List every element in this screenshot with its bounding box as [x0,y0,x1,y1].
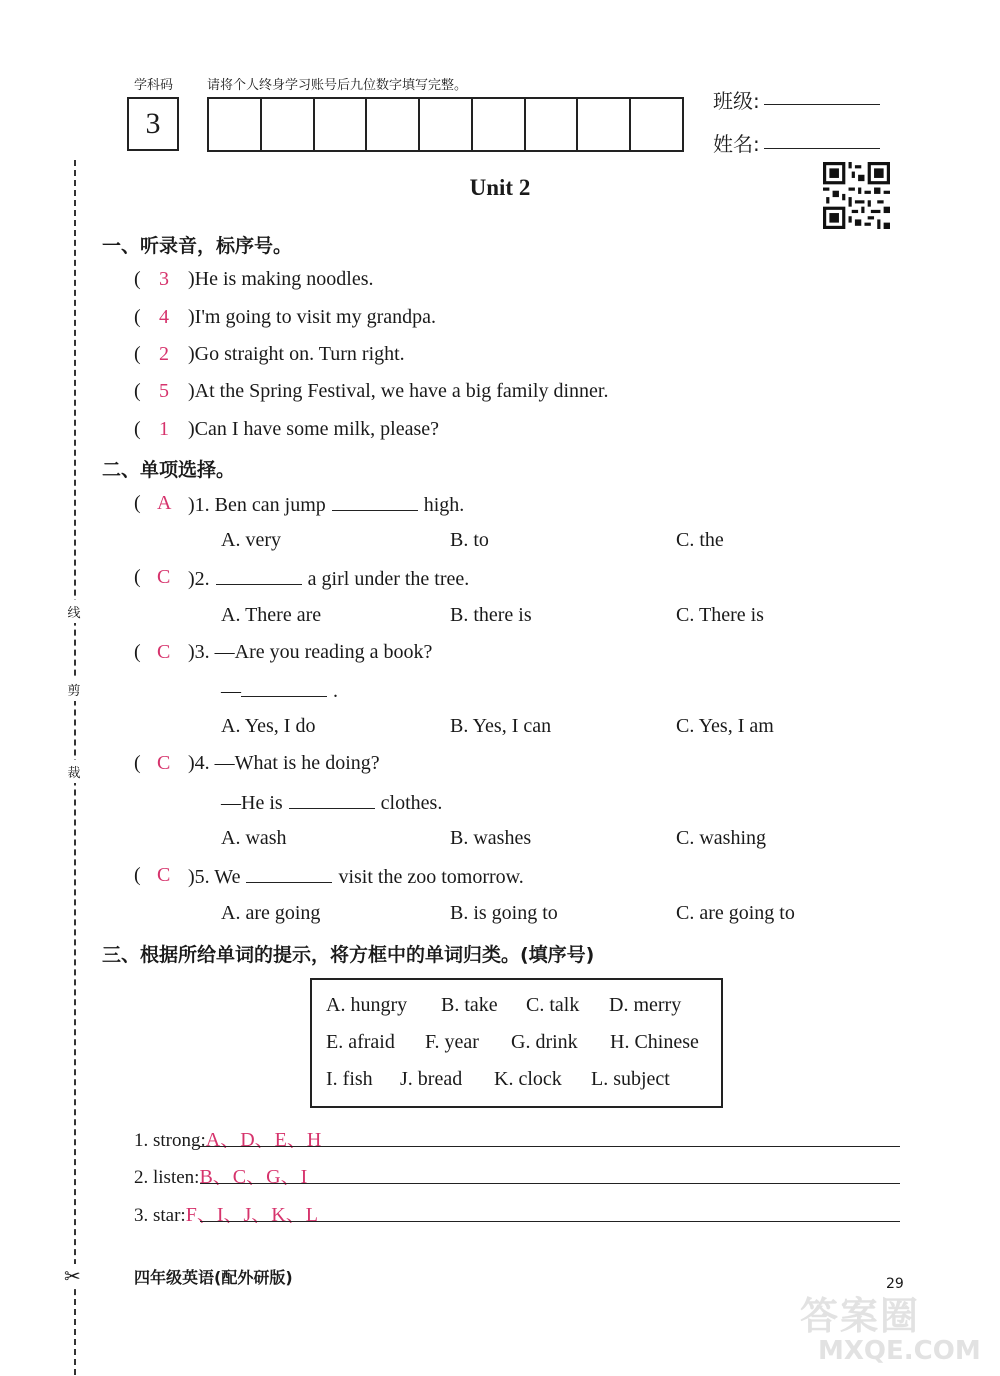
word-item: L. subject [591,1068,670,1090]
subject-code-label: 学科码 [134,78,174,93]
subject-code: 3 [145,107,161,140]
listening-item [0,380,1000,406]
listening-item [0,268,1000,294]
id-digit-box[interactable] [631,99,682,150]
listening-item [0,418,1000,444]
item-text: )Can I have some milk, please? [188,418,440,440]
name-label: 姓名: [713,132,760,156]
word-item: G. drink [511,1031,578,1053]
option[interactable]: B. to [450,529,489,551]
item-text: )He is making noodles. [188,268,374,290]
word-item: D. merry [609,994,682,1016]
class-field[interactable] [764,104,880,105]
stem-text: )1. Ben can jump [188,494,326,516]
word-item: C. talk [526,994,580,1016]
question-stem [0,752,1000,778]
stem-text: high. [423,494,465,516]
answer-blank[interactable] [241,678,327,697]
name-field[interactable] [764,148,880,149]
answer-blank[interactable] [289,790,375,809]
option[interactable]: A. Yes, I do [221,715,316,737]
stem-text: —He is [221,792,283,814]
word-item: I. fish [326,1068,373,1090]
id-digit-box[interactable] [578,99,631,150]
id-digit-box[interactable] [315,99,368,150]
option[interactable]: B. washes [450,827,532,849]
category-answer[interactable]: F、I、J、K、L [185,1204,318,1226]
id-digit-box[interactable] [209,99,262,150]
stem-text: a girl under the tree. [307,568,470,590]
stem-text: clothes. [380,792,443,814]
id-hint: 请将个人终身学习账号后九位数字填写完整。 [207,78,468,93]
option[interactable]: C. Yes, I am [676,715,774,737]
watermark-url: MXQE.COM [818,1336,981,1366]
cut-label-line: 线 [66,600,82,623]
answer-line [200,1146,900,1147]
stem-text: visit the zoo tomorrow. [338,866,524,888]
stem-text: )5. We [188,866,241,888]
stem-text: )4. —What is he doing? [188,752,380,774]
open-paren: ( [134,306,141,328]
open-paren: ( [134,752,141,774]
item-text: )At the Spring Festival, we have a big family dinner. [188,380,609,402]
open-paren: ( [134,380,141,402]
open-paren: ( [134,268,141,290]
answer-mark[interactable]: 1 [159,418,169,440]
question-stem [0,566,1000,592]
answer-mark[interactable]: A [157,492,172,514]
id-number-boxes[interactable] [207,97,684,152]
stem-text: )3. —Are you reading a book? [188,641,433,663]
word-item: E. afraid [326,1031,395,1053]
question-reply [221,678,338,703]
word-item: B. take [441,994,498,1016]
answer-line [200,1221,900,1222]
answer-blank[interactable] [246,864,332,883]
section2-title: 二、单项选择。 [102,459,236,481]
question-stem [0,864,1000,890]
open-paren: ( [134,343,141,365]
book-title: 四年级英语(配外研版) [134,1268,293,1287]
answer-mark[interactable]: 2 [159,343,169,365]
question-reply [221,790,442,815]
id-digit-box[interactable] [420,99,473,150]
id-digit-box[interactable] [473,99,526,150]
answer-mark[interactable]: 4 [159,306,169,328]
answer-mark[interactable]: C [157,864,171,886]
section3-title: 三、根据所给单词的提示，将方框中的单词归类。(填序号) [102,944,595,966]
option[interactable]: A. are going [221,902,321,924]
cut-label-cut: 剪 [66,678,82,701]
category-row [134,1123,321,1152]
id-digit-box[interactable] [526,99,579,150]
subject-code-box [127,97,179,151]
question-stem [0,492,1000,518]
category-row [134,1160,307,1189]
option[interactable]: A. There are [221,604,322,626]
class-label: 班级: [713,89,760,113]
category-answer[interactable]: B、C、G、I [199,1166,308,1188]
item-text: )Go straight on. Turn right. [188,343,405,365]
category-label: 2. listen: [134,1167,200,1188]
section1-title: 一、听录音，标序号。 [102,235,293,257]
option[interactable]: A. wash [221,827,287,849]
word-item: A. hungry [326,994,408,1016]
word-item: K. clock [494,1068,562,1090]
option[interactable]: C. washing [676,827,766,849]
cut-label-trim: 裁 [66,760,82,783]
category-label: 1. strong: [134,1130,206,1151]
option[interactable]: B. is going to [450,902,558,924]
page-title: Unit 2 [469,175,531,200]
open-paren: ( [134,864,141,886]
item-text: )I'm going to visit my grandpa. [188,306,437,328]
stem-text: — [221,680,241,702]
option[interactable]: C. There is [676,604,764,626]
listening-item [0,343,1000,369]
answer-mark[interactable]: 3 [159,268,169,290]
open-paren: ( [134,566,141,588]
open-paren: ( [134,641,141,663]
option[interactable]: C. the [676,529,724,551]
category-answer[interactable]: A、D、E、H [205,1129,322,1151]
listening-item [0,306,1000,332]
id-digit-box[interactable] [262,99,315,150]
open-paren: ( [134,418,141,440]
answer-line [200,1183,900,1184]
answer-mark[interactable]: 5 [159,380,169,402]
word-item: H. Chinese [610,1031,699,1053]
stem-text: . [333,680,338,702]
watermark-logo: 答案圈 [800,1294,921,1338]
stem-text: )2. [188,568,210,590]
word-item: F. year [425,1031,479,1053]
option[interactable]: B. there is [450,604,532,626]
page-number: 29 [886,1276,904,1292]
id-digit-box[interactable] [367,99,420,150]
answer-mark[interactable]: C [157,641,171,663]
option[interactable]: C. are going to [676,902,795,924]
option[interactable]: A. very [221,529,281,551]
word-item: J. bread [400,1068,463,1090]
word-bank [310,978,723,1108]
category-row [134,1198,318,1227]
answer-blank[interactable] [216,566,302,585]
open-paren: ( [134,492,141,514]
answer-mark[interactable]: C [157,752,171,774]
option[interactable]: B. Yes, I can [450,715,552,737]
answer-blank[interactable] [332,492,418,511]
question-stem [0,641,1000,667]
scissors-icon: ✂ [64,1264,81,1288]
category-label: 3. star: [134,1205,186,1226]
answer-mark[interactable]: C [157,566,171,588]
